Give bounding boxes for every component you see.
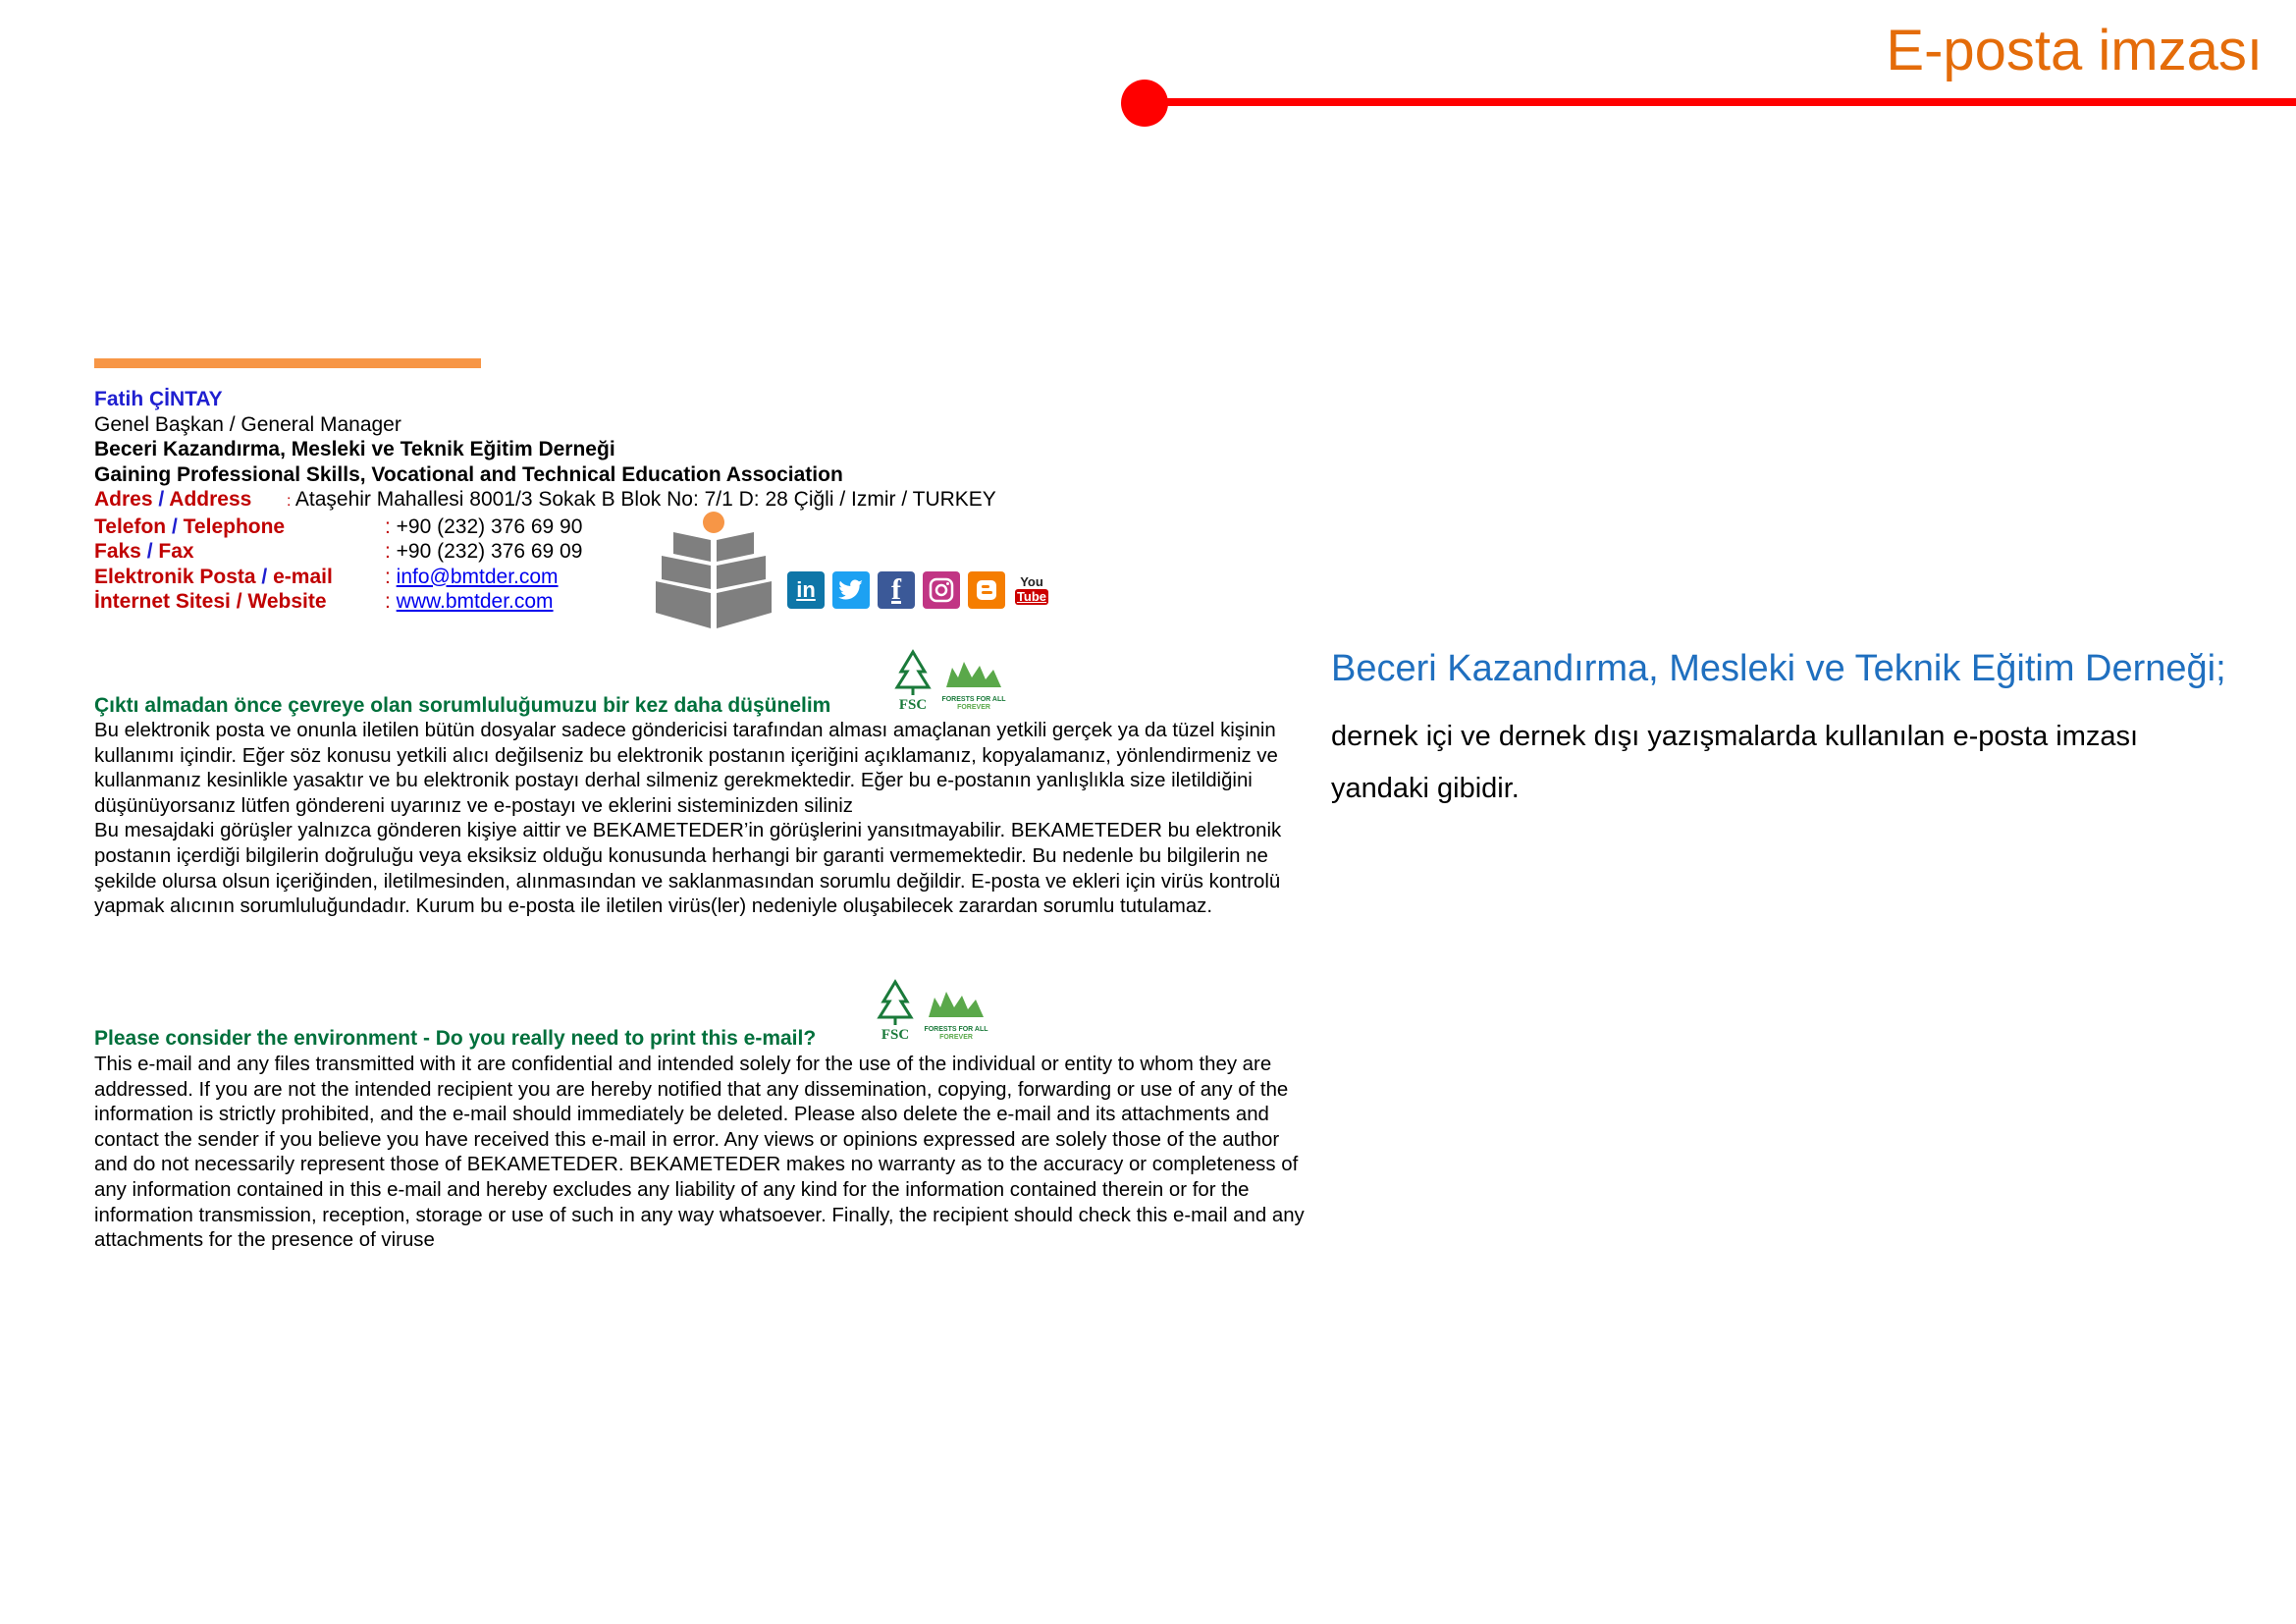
signature-role: Genel Başkan / General Manager [94,412,401,436]
disclaimer-en-title: Please consider the environment - Do you really need to print this e-mail? [94,1027,817,1050]
signature-fax-row: Faks / Fax : +90 (232) 376 69 09 [94,540,583,563]
linkedin-icon[interactable]: in [787,571,825,609]
signature-org-en: Gaining Professional Skills, Vocational and Technical Education Association [94,462,843,486]
fax-label: Faks / Fax [94,540,194,563]
header-divider-dot [1121,80,1168,127]
phone-label: Telefon / Telephone [94,514,286,538]
fax-value: +90 (232) 376 69 09 [396,540,583,563]
signature-phone-row: Telefon / Telephone : +90 (232) 376 69 90 [94,514,583,538]
signature-website-row: İnternet Sitesi / Website : www.bmtder.com [94,590,554,613]
signature-top-rule [94,358,481,368]
instagram-icon[interactable] [923,571,960,609]
social-links [787,571,1050,609]
address-value: Ataşehir Mahallesi 8001/3 Sokak B Blok No: 7/1 D: 28 Çiğli / Izmir / TURKEY [294,488,996,511]
header-divider-line [1148,98,2296,106]
email-link[interactable]: info@bmtder.com [396,565,559,588]
right-panel-body: dernek içi ve dernek dışı yazışmalarda kullanılan e-posta imzası yandaki gibidir. [1331,721,2139,804]
phone-value: +90 (232) 376 69 90 [396,514,583,538]
signature-name: Fatih ÇİNTAY [94,388,223,410]
youtube-icon[interactable]: You Tube [1013,571,1050,609]
facebook-icon[interactable]: f [878,571,915,609]
address-label: Adres / Address [94,488,252,511]
svg-text:FORESTS FOR ALL: FORESTS FOR ALL [924,1026,988,1033]
svg-text:FSC: FSC [898,697,928,711]
right-panel-heading: Beceri Kazandırma, Mesleki ve Teknik Eğitim Derneği; [1331,648,2226,689]
blogger-icon[interactable] [968,571,1005,609]
disclaimer-tr-body: Bu elektronik posta ve onunla iletilen bütün dosyalar sadece göndericisi tarafından alması amaçlanan yetkili gerçek ya da tüzel kişinin kullanımı içindir. Eğer söz konusu yetkili alıcı değilseniz bu elektronik postanın içeriğini açıklamanız, kopyalamanız, yönlendirmeniz ve kullanmanız kesinlikle yasaktır ve bu elektronik postayı derhal silmeniz gerekmektedir. Eğer bu e-postanın yanlışlıkla size iletildiğini düşünüyorsanız lütfen göndereni uyarınız ve e-postayı ve eklerini sisteminizden siliniz Bu mesajdaki görüşler yalnızca gönderen kişiye aittir ve BEKAMETEDER’in görüşlerini yansıtmayabilir. BEKAMETEDER bu elektronik postanın içerdiği bilgilerin doğruluğu veya eksiksiz olduğu konusunda herhangi bir garanti vermemektedir. Bu nedenle bu bilgilerin ne şekilde olursa olsun içeriğinden, iletilmesinden, alınmasından ve saklanmasından sorumlu değildir. E-posta ve ekleri için virüs kontrolü yapmak alıcının sorumluluğundadır. Kurum bu e-posta ile iletilen virüs(ler) nedeniyle oluşabilecek zarardan sorumlu tutulamaz. [94,720,1282,918]
disclaimer-en-body: This e-mail and any files transmitted with it are confidential and intended solely for the use of the individual or entity to whom they are addressed. If you are not the intended recipient you are hereby notified that any dissemination, copying, forwarding or use of any of the information is strictly prohibited, and the e-mail should immediately be deleted. Please also delete the e-mail and its attachments and contact the sender if you believe you have received this e-mail in error. Any views or opinions expressed are solely those of the author and do not necessarily represent those of BEKAMETEDER. BEKAMETEDER makes no warranty as to the accuracy or completeness of any information contained in this e-mail and hereby excludes any liability of any kind for the information contained therein or for the information transmission, reception, storage or use of such in any way whatsoever. Finally, the recipient should check this e-mail and any attachments for the presence of viruse [94,1054,1305,1252]
fsc-logo-icon [872,978,993,1041]
svg-text:FSC: FSC [881,1027,910,1041]
signature-org-tr: Beceri Kazandırma, Mesleki ve Teknik Eğitim Derneği [94,438,615,460]
signature-email-row: Elektronik Posta / e-mail : info@bmtder.com [94,565,559,588]
website-label: İnternet Sitesi / Website [94,590,327,613]
bmtder-logo-icon [654,507,772,630]
signature-address-row: Adres / Address : Ataşehir Mahallesi 8001/3 Sokak B Blok No: 7/1 D: 28 Çiğli / Izmir / TURKEY [94,488,996,511]
disclaimer-tr-title: Çıktı almadan önce çevreye olan sorumluluğumuzu bir kez daha düşünelim [94,694,831,717]
page-title: E-posta imzası [1886,19,2263,82]
email-label: Elektronik Posta / e-mail [94,565,333,588]
svg-text:FOREVER: FOREVER [939,1034,973,1041]
twitter-icon[interactable] [832,571,870,609]
fsc-logo-icon [889,648,1011,711]
svg-text:FORESTS FOR ALL: FORESTS FOR ALL [941,696,1006,703]
svg-text:FOREVER: FOREVER [957,704,990,711]
website-link[interactable]: www.bmtder.com [396,590,554,613]
